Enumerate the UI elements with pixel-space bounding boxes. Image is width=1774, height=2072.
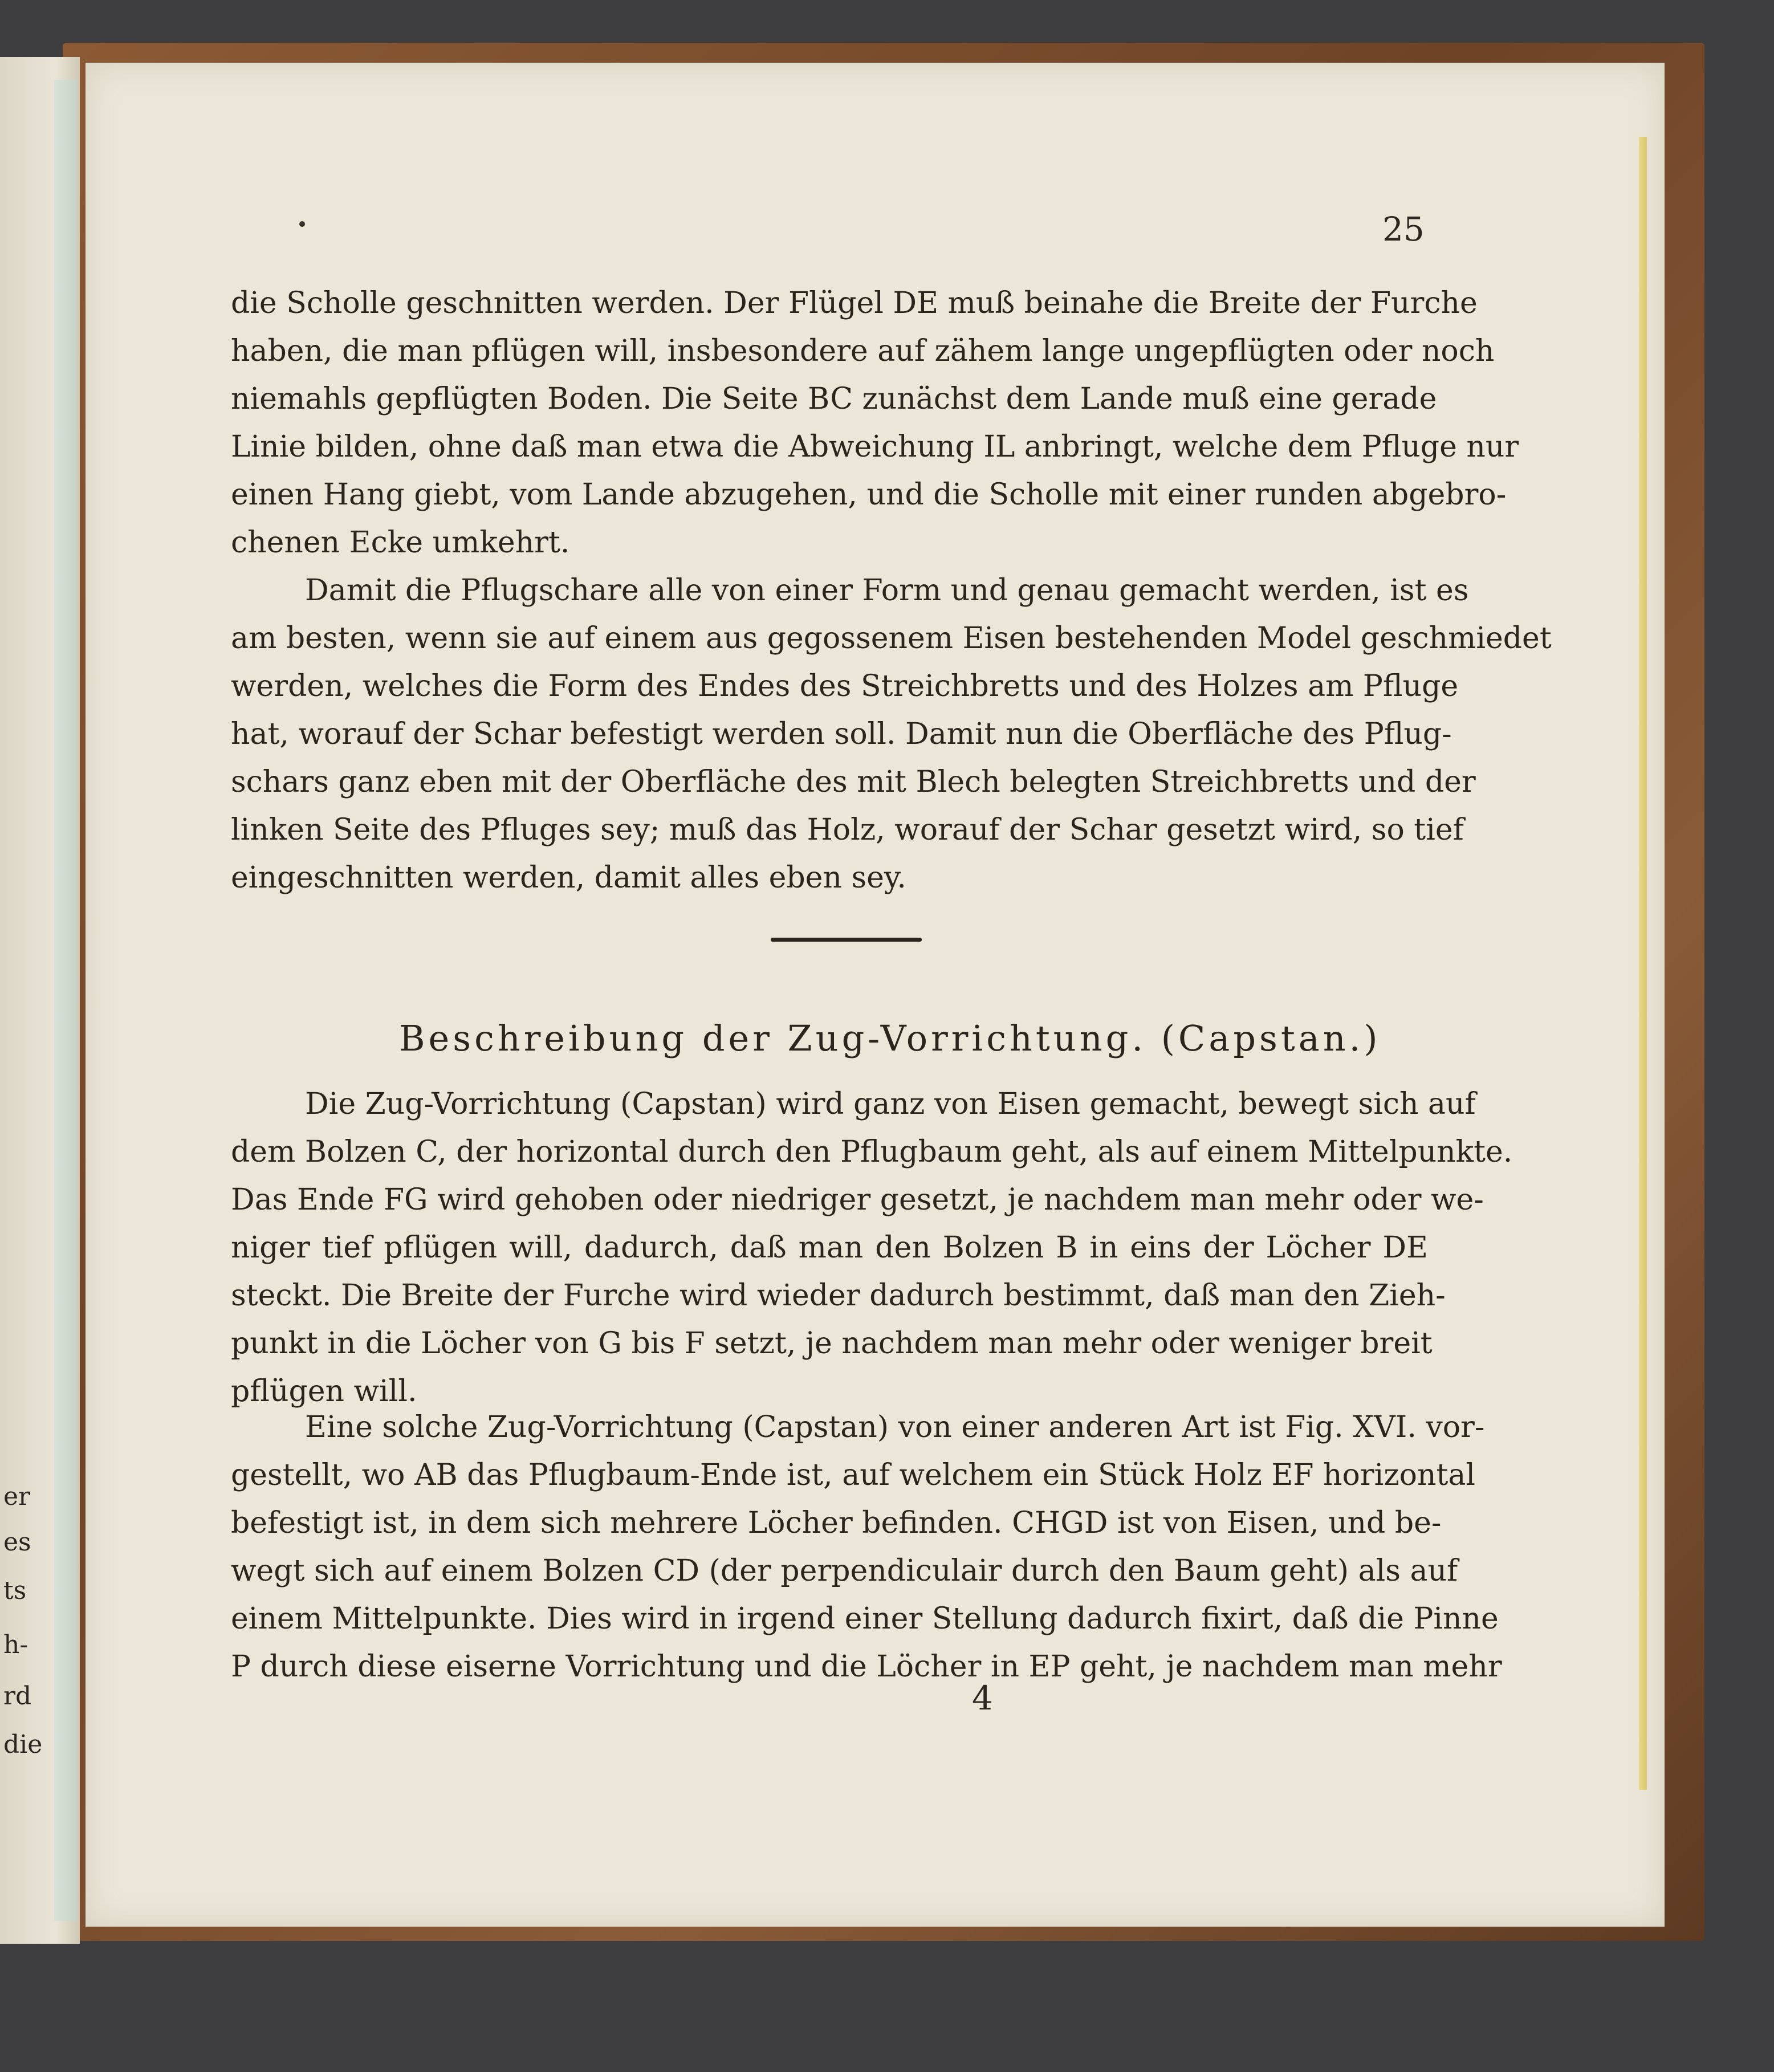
left-margin-fragment: die: [3, 1730, 43, 1759]
text-line: eingeschnitten werden, damit alles eben sey.: [231, 861, 906, 895]
section-heading: Beschreibung der Zug-Vorrichtung. (Capstan.): [399, 1017, 1381, 1059]
page-edge-yellow: [1639, 137, 1647, 1790]
text-line: einen Hang giebt, vom Lande abzugehen, und die Scholle mit einer runden abgebro-: [231, 478, 1507, 512]
paragraph-3: [231, 1080, 1513, 1415]
text-line: linken Seite des Pfluges sey; muß das Holz, worauf der Schar gesetzt wird, so tief: [231, 813, 1464, 847]
text-line: punkt in die Löcher von G bis F setzt, je nachdem man mehr oder weniger breit: [231, 1326, 1433, 1361]
page-number: 25: [1382, 210, 1425, 249]
text-line: Eine solche Zug-Vorrichtung (Capstan) von einer anderen Art ist Fig. XVI. vor-: [305, 1410, 1485, 1444]
text-line: gestellt, wo AB das Pflugbaum-Ende ist, auf welchem ein Stück Holz EF horizontal: [231, 1458, 1475, 1492]
page-dot: [299, 221, 305, 227]
text-line: pflügen will.: [231, 1374, 417, 1409]
text-line: P durch diese eiserne Vorrichtung und die Löcher in EP geht, je nachdem man mehr: [231, 1650, 1502, 1684]
left-page-strip: [54, 80, 77, 1921]
text-line: steckt. Die Breite der Furche wird wieder dadurch bestimmt, daß man den Zieh-: [231, 1279, 1446, 1313]
text-line: am besten, wenn sie auf einem aus gegossenem Eisen bestehenden Model geschmiedet: [231, 621, 1552, 656]
text-line: einem Mittelpunkte. Dies wird in irgend einer Stellung dadurch fixirt, daß die Pinne: [231, 1602, 1499, 1636]
section-divider: [771, 938, 922, 942]
text-line: Die Zug-Vorrichtung (Capstan) wird ganz von Eisen gemacht, bewegt sich auf: [305, 1087, 1476, 1121]
left-margin-fragment: h-: [3, 1630, 29, 1659]
paragraph-1: [231, 279, 1519, 567]
text-line: die Scholle geschnitten werden. Der Flügel DE muß beinahe die Breite der Furche: [231, 286, 1478, 320]
text-line: wegt sich auf einem Bolzen CD (der perpendiculair durch den Baum geht) als auf: [231, 1554, 1458, 1588]
text-line: niger tief pflügen will, dadurch, daß man den Bolzen B in eins der Löcher DE: [231, 1231, 1428, 1265]
paragraph-2: [231, 567, 1552, 902]
signature-mark: 4: [972, 1679, 993, 1717]
text-line: Linie bilden, ohne daß man etwa die Abweichung IL anbringt, welche dem Pfluge nur: [231, 430, 1519, 464]
text-line: haben, die man pflügen will, insbesondere auf zähem lange ungepflügten oder noch: [231, 334, 1495, 368]
text-line: hat, worauf der Schar befestigt werden soll. Damit nun die Oberfläche des Pflug-: [231, 717, 1452, 751]
text-line: niemahls gepflügten Boden. Die Seite BC zunächst dem Lande muß eine gerade: [231, 382, 1437, 416]
text-line: chenen Ecke umkehrt.: [231, 526, 570, 560]
text-line: befestigt ist, in dem sich mehrere Löcher befinden. CHGD ist von Eisen, und be-: [231, 1506, 1442, 1540]
text-line: schars ganz eben mit der Oberfläche des mit Blech belegten Streichbretts und der: [231, 765, 1476, 799]
left-margin-fragment: ts: [3, 1576, 27, 1605]
paragraph-4: [231, 1403, 1502, 1691]
text-line: Damit die Pflugschare alle von einer Form und genau gemacht werden, ist es: [305, 573, 1469, 608]
left-margin-fragment: rd: [3, 1682, 32, 1711]
text-line: Das Ende FG wird gehoben oder niedriger gesetzt, je nachdem man mehr oder we-: [231, 1183, 1484, 1217]
text-line: werden, welches die Form des Endes des Streichbretts und des Holzes am Pfluge: [231, 669, 1459, 703]
left-margin-fragment: er: [3, 1482, 31, 1511]
text-line: dem Bolzen C, der horizontal durch den Pflugbaum geht, als auf einem Mittelpunkte.: [231, 1135, 1513, 1169]
left-margin-fragment: es: [3, 1528, 31, 1557]
